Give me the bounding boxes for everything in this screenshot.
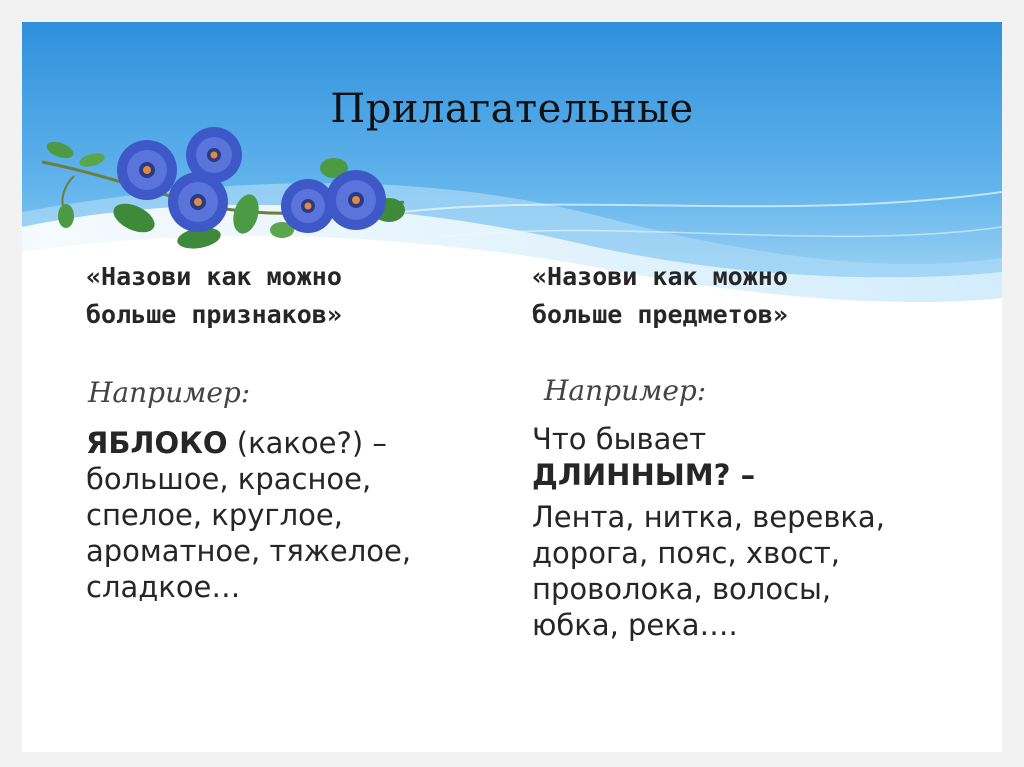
right-answer bbox=[532, 499, 972, 643]
right-example-label: Например: bbox=[544, 374, 707, 407]
slide bbox=[22, 22, 1002, 752]
right-answer-line: юбка, река…. bbox=[532, 608, 738, 642]
right-keyword: ДЛИННЫМ? bbox=[532, 458, 731, 492]
right-heading-line2: больше предметов» bbox=[532, 300, 788, 329]
flower-3 bbox=[168, 172, 228, 232]
right-heading-line1: «Назови как можно bbox=[532, 262, 788, 291]
left-answer-line: ароматное, тяжелое, bbox=[86, 534, 412, 568]
flower-branch-decoration bbox=[34, 120, 434, 260]
left-heading-line1: «Назови как можно bbox=[86, 262, 342, 291]
left-answer-line: спелое, круглое, bbox=[86, 498, 343, 532]
left-example-body bbox=[86, 425, 496, 605]
left-question: (какое?) – bbox=[227, 426, 387, 460]
right-answer-line: дорога, пояс, хвост, bbox=[532, 536, 840, 570]
left-heading-line2: больше признаков» bbox=[86, 300, 342, 329]
right-answer-line: проволока, волосы, bbox=[532, 572, 832, 606]
left-answer-line: большое, красное, bbox=[86, 462, 372, 496]
slide-title: Прилагательные bbox=[330, 86, 694, 132]
left-example-label: Например: bbox=[88, 376, 251, 409]
right-answer-line: Лента, нитка, веревка, bbox=[532, 500, 885, 534]
right-column bbox=[532, 258, 972, 643]
right-dash: – bbox=[730, 458, 756, 492]
left-heading bbox=[86, 258, 496, 334]
right-question bbox=[532, 421, 972, 493]
left-column bbox=[86, 258, 496, 605]
flower-5 bbox=[326, 170, 386, 230]
right-question-line1: Что бывает bbox=[532, 422, 707, 456]
left-keyword: ЯБЛОКО bbox=[86, 426, 228, 460]
flower-1 bbox=[117, 140, 177, 200]
left-answer-line: сладкое… bbox=[86, 570, 241, 604]
right-heading bbox=[532, 258, 972, 334]
